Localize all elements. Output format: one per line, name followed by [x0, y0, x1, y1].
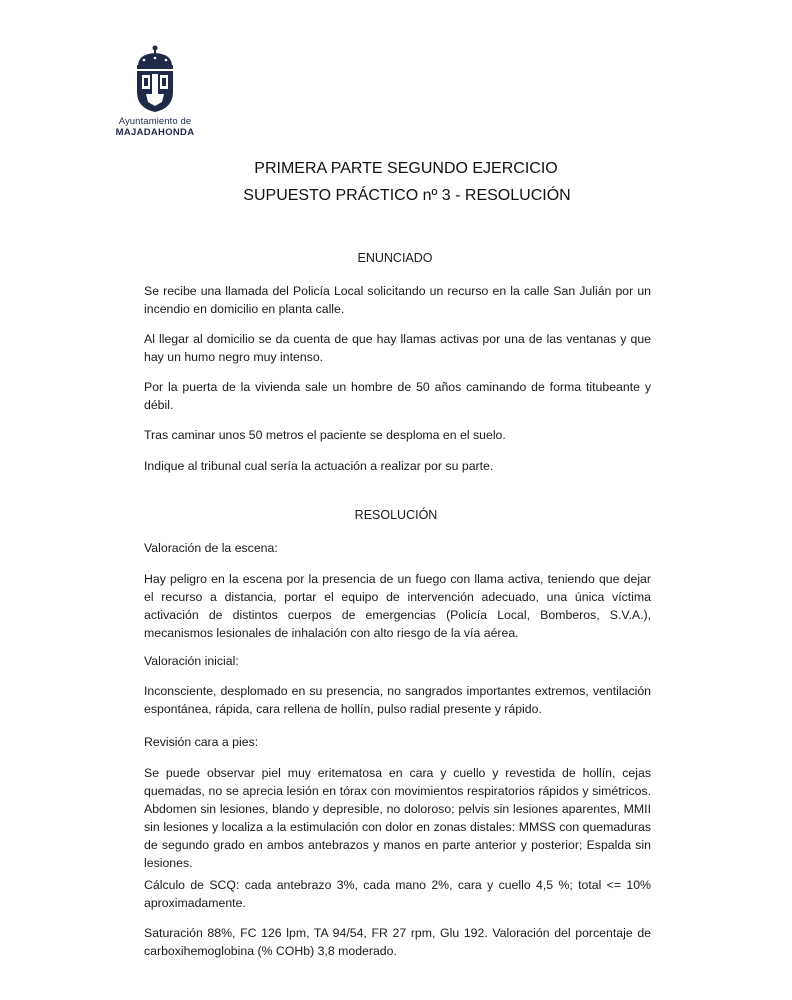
resolucion-subheading: Valoración de la escena: [144, 541, 278, 555]
resolucion-paragraph: Se puede observar piel muy eritematosa en cara y cuello y revestida de hollín, cejas quemadas, no se aprecia lesión en tórax con movimientos respiratorios rápidos y simétricos. Abdomen sin lesiones, blando y depresible, no doloroso; pelvis sin lesiones aparentes, MMII sin lesiones y localiza a la estimulación con dolor en zonas distales: MMSS con quemaduras de segundo grado en ambos antebrazos y manos en parte anterior y posterior; Espalda sin lesiones. [144, 766, 651, 870]
enunciado-paragraph: Se recibe una llamada del Policía Local solicitando un recurso en la calle San Julián por un incendio en domicilio en planta calle. [144, 284, 651, 316]
resolucion-subheading: Revisión cara a pies: [144, 735, 259, 749]
logo-text-ayuntamiento: Ayuntamiento de [118, 116, 192, 127]
enunciado-paragraph: Indique al tribunal cual sería la actuación a realizar por su parte. [144, 459, 494, 473]
enunciado-paragraph: Al llegar al domicilio se da cuenta de que hay llamas activas por una de las ventanas y que hay un humo negro muy intenso. [144, 332, 651, 364]
enunciado-paragraph: Por la puerta de la vivienda sale un hombre de 50 años caminando de forma titubeante y débil. [144, 380, 651, 412]
resolucion-paragraph: Hay peligro en la escena por la presencia de un fuego con llama activa, teniendo que dejar el recurso a distancia, portar el equipo de intervención adecuado, una única víctima activación de distintos cuerpos de emergencias (Policía Local, Bomberos, S.V.A.), mecanismos lesionales de inhalación con alto riesgo de la vía aérea. [144, 572, 651, 640]
resolucion-subheading: Valoración inicial: [144, 654, 239, 668]
municipal-logo [100, 44, 210, 138]
document-title-line1: PRIMERA PARTE SEGUNDO EJERCICIO [254, 160, 558, 177]
document-title-line2: SUPUESTO PRÁCTICO nº 3 - RESOLUCIÓN [243, 187, 571, 204]
section-heading-enunciado: ENUNCIADO [357, 251, 433, 265]
section-heading-resolucion: RESOLUCIÓN [354, 508, 438, 522]
logo-text-majadahonda: MAJADAHONDA [115, 127, 195, 138]
resolucion-paragraph: Cálculo de SCQ: cada antebrazo 3%, cada mano 2%, cara y cuello 4,5 %; total <= 10% aproximadamente. [144, 878, 651, 910]
resolucion-paragraph: Saturación 88%, FC 126 lpm, TA 94/54, FR 27 rpm, Glu 192. Valoración del porcentaje de carboxihemoglobina (% COHb) 3,8 moderado. [144, 926, 651, 958]
enunciado-paragraph: Tras caminar unos 50 metros el paciente se desploma en el suelo. [144, 428, 506, 442]
coat-of-arms-icon [124, 44, 186, 114]
resolucion-paragraph: Inconsciente, desplomado en su presencia, no sangrados importantes extremos, ventilación espontánea, rápida, cara rellena de hollín, pulso radial presente y rápido. [144, 684, 651, 716]
